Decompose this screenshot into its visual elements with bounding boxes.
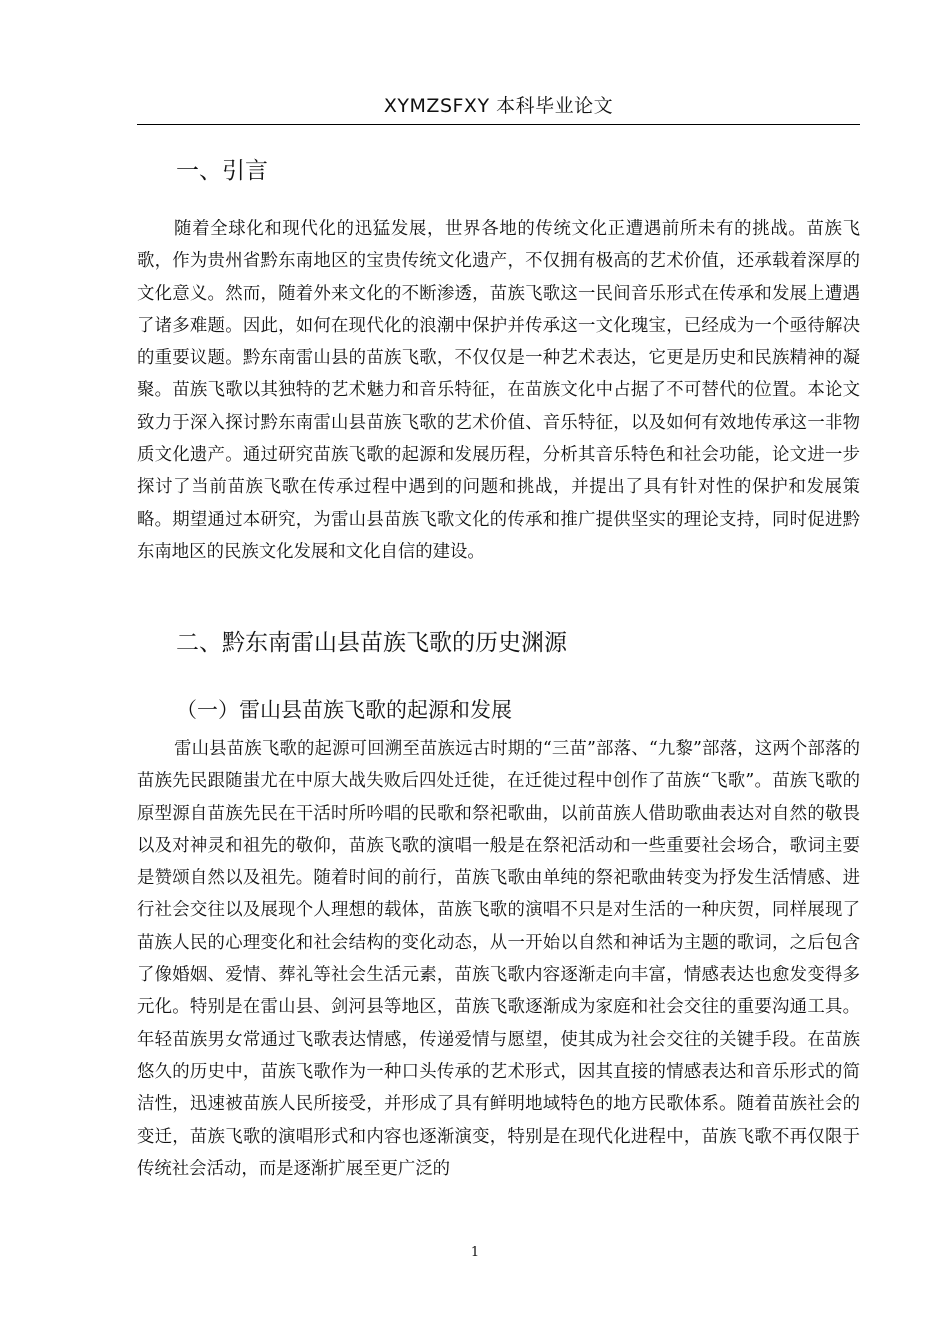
introduction-paragraph: 随着全球化和现代化的迅猛发展，世界各地的传统文化正遭遇前所未有的挑战。苗族飞歌，作为贵州省黔东南地区的宝贵传统文化遗产，不仅拥有极高的艺术价值，还承载着深厚的文化意义。然而，随着外来文化的不断渗透，苗族飞歌这一民间音乐形式在传承和发展上遭遇了诸多难题。因此，如何在现代化的浪潮中保护并传承这一文化瑰宝，已经成为一个亟待解决的重要议题。黔东南雷山县的苗族飞歌，不仅仅是一种艺术表达，它更是历史和民族精神的凝聚。苗族飞歌以其独特的艺术魅力和音乐特征，在苗族文化中占据了不可替代的位置。本论文致力于深入探讨黔东南雷山县苗族飞歌的艺术价值、音乐特征，以及如何有效地传承这一非物质文化遗产。通过研究苗族飞歌的起源和发展历程，分析其音乐特色和社会功能，论文进一步探讨了当前苗族飞歌在传承过程中遇到的问题和挑战，并提出了具有针对性的保护和发展策略。期望通过本研究，为雷山县苗族飞歌文化的传承和推广提供坚实的理论支持，同时促进黔东南地区的民族文化发展和文化自信的建设。 bbox=[137, 219, 860, 562]
section-heading-introduction: 一、引言 bbox=[176, 158, 268, 184]
origin-paragraph: 雷山县苗族飞歌的起源可回溯至苗族远古时期的“三苗”部落、“九黎”部落，这两个部落的苗族先民跟随蚩尤在中原大战失败后四处迁徙，在迁徙过程中创作了苗族“飞歌”。苗族飞歌的原型源自苗族先民在干活时所吟唱的民歌和祭祀歌曲，以前苗族人借助歌曲表达对自然的敬畏以及对神灵和祖先的敬仰，苗族飞歌的演唱一般是在祭祀活动和一些重要社会场合，歌词主要是赞颂自然以及祖先。随着时间的前行，苗族飞歌由单纯的祭祀歌曲转变为抒发生活情感、进行社会交往以及展现个人理想的载体，苗族飞歌的演唱不只是对生活的一种庆贺，同样展现了苗族人民的心理变化和社会结构的变化动态，从一开始以自然和神话为主题的歌词，之后包含了像婚姻、爱情、葬礼等社会生活元素，苗族飞歌内容逐渐走向丰富，情感表达也愈发变得多元化。特别是在雷山县、剑河县等地区，苗族飞歌逐渐成为家庭和社会交往的重要沟通工具。年轻苗族男女常通过飞歌表达情感，传递爱情与愿望，使其成为社会交往的关键手段。在苗族悠久的历史中，苗族飞歌作为一种口头传承的艺术形式，因其直接的情感表达和音乐形式的简洁性，迅速被苗族人民所接受，并形成了具有鲜明地域特色的地方民歌体系。随着苗族社会的变迁，苗族飞歌的演唱形式和内容也逐渐演变，特别是在现代化进程中，苗族飞歌不再仅限于传统社会活动，而是逐渐扩展至更广泛的 bbox=[137, 739, 860, 1179]
subsection-heading-origin: （一）雷山县苗族飞歌的起源和发展 bbox=[176, 698, 512, 722]
running-header: XYMZSFXY 本科毕业论文 bbox=[137, 92, 860, 125]
section-heading-history: 二、黔东南雷山县苗族飞歌的历史渊源 bbox=[176, 630, 567, 656]
page-number: 1 bbox=[470, 1245, 480, 1260]
